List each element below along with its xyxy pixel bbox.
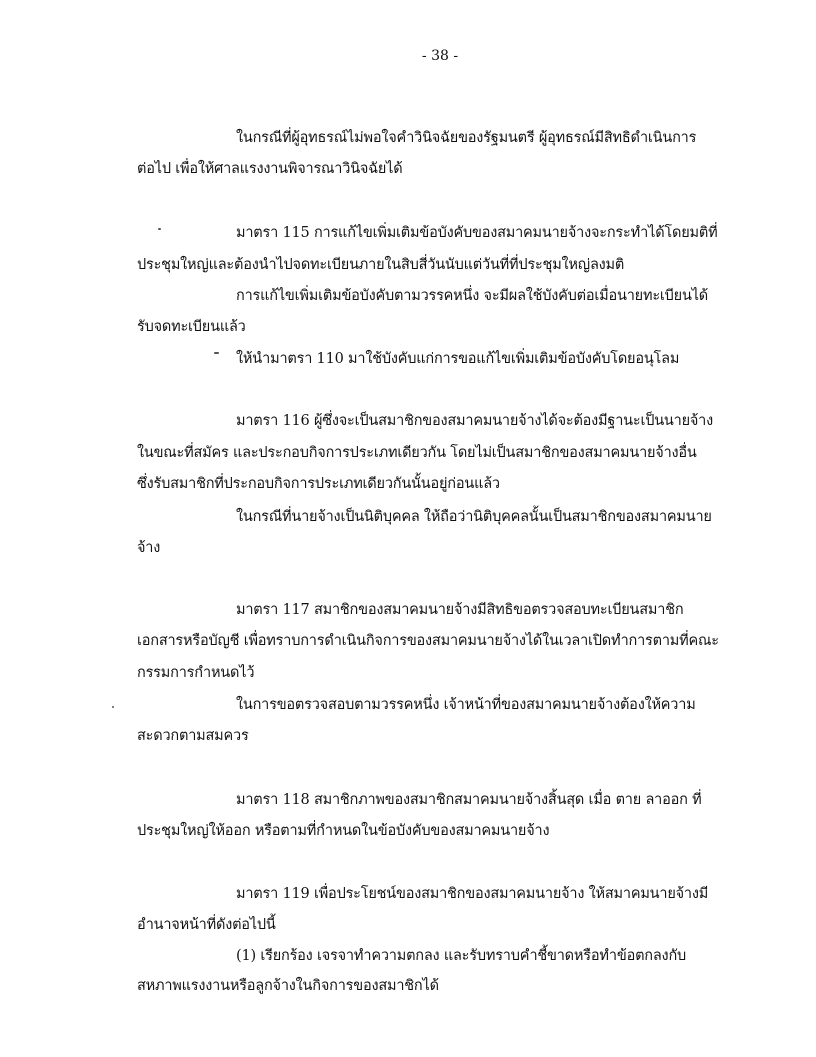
paragraph-line: ประชุมใหญ่ให้ออก หรือตามที่กำหนดในข้อบังคับของสมาคมนายจ้าง xyxy=(137,823,550,839)
paragraph-line: ในขณะที่สมัคร และประกอบกิจการประเภทเดียวกัน โดยไม่เป็นสมาชิกของสมาคมนายจ้างอื่น xyxy=(137,445,697,461)
paragraph-line: สหภาพแรงงานหรือลูกจ้างในกิจการของสมาชิกได้ xyxy=(137,978,439,994)
section-115-heading: มาตรา 115 การแก้ไขเพิ่มเติมข้อบังคับของสมาคมนายจ้างจะกระทำได้โดยมติที่ xyxy=(236,225,718,241)
scan-speck xyxy=(112,706,114,708)
section-116-heading: มาตรา 116 ผู้ซึ่งจะเป็นสมาชิกของสมาคมนายจ้างได้จะต้องมีฐานะเป็นนายจ้าง xyxy=(236,413,714,429)
page-number: - 38 - xyxy=(421,48,459,64)
paragraph-line: อำนาจหน้าที่ดังต่อไปนี้ xyxy=(137,917,276,933)
scan-speck xyxy=(214,352,219,354)
paragraph-line: ในการขอตรวจสอบตามวรรคหนึ่ง เจ้าหน้าที่ของสมาคมนายจ้างต้องให้ความ xyxy=(236,697,696,713)
paragraph-line: ให้นำมาตรา 110 มาใช้บังคับแก่การขอแก้ไขเพิ่มเติมข้อบังคับโดยอนุโลม xyxy=(236,351,680,367)
section-119-heading: มาตรา 119 เพื่อประโยชน์ของสมาชิกของสมาคมนายจ้าง ให้สมาคมนายจ้างมี xyxy=(236,886,709,902)
paragraph-line: การแก้ไขเพิ่มเติมข้อบังคับตามวรรคหนึ่ง จะมีผลใช้บังคับต่อเมื่อนายทะเบียนได้ xyxy=(236,288,708,304)
paragraph-line: ในกรณีที่นายจ้างเป็นนิติบุคคล ให้ถือว่านิติบุคคลนั้นเป็นสมาชิกของสมาคมนาย xyxy=(236,509,712,525)
paragraph-line: (1) เรียกร้อง เจรจาทำความตกลง และรับทราบคำชี้ขาดหรือทำข้อตกลงกับ xyxy=(236,948,687,964)
paragraph-line: เอกสารหรือบัญชี เพื่อทราบการดำเนินกิจการของสมาคมนายจ้างได้ในเวลาเปิดทำการตามที่คณะ xyxy=(137,633,719,649)
scan-speck xyxy=(158,228,161,230)
section-118-heading: มาตรา 118 สมาชิกภาพของสมาชิกสมาคมนายจ้างสิ้นสุด เมื่อ ตาย ลาออก ที่ xyxy=(236,792,702,808)
paragraph-line: กรรมการกำหนดไว้ xyxy=(137,665,255,681)
paragraph-line: จ้าง xyxy=(137,540,161,556)
paragraph-line: ซึ่งรับสมาชิกที่ประกอบกิจการประเภทเดียวกันนั้นอยู่ก่อนแล้ว xyxy=(137,476,500,492)
section-117-heading: มาตรา 117 สมาชิกของสมาคมนายจ้างมีสิทธิขอตรวจสอบทะเบียนสมาชิก xyxy=(236,602,684,618)
paragraph-line: ต่อไป เพื่อให้ศาลแรงงานพิจารณาวินิจฉัยได้ xyxy=(137,161,403,177)
paragraph-line: ประชุมใหญ่และต้องนำไปจดทะเบียนภายในสิบสี่วันนับแต่วันที่ที่ประชุมใหญ่ลงมติ xyxy=(137,257,625,273)
paragraph-line: ในกรณีที่ผู้อุทธรณ์ไม่พอใจคำวินิจฉัยของรัฐมนตรี ผู้อุทธรณ์มีสิทธิดำเนินการ xyxy=(236,130,697,146)
paragraph-line: สะดวกตามสมควร xyxy=(137,728,249,744)
paragraph-line: รับจดทะเบียนแล้ว xyxy=(137,319,246,335)
